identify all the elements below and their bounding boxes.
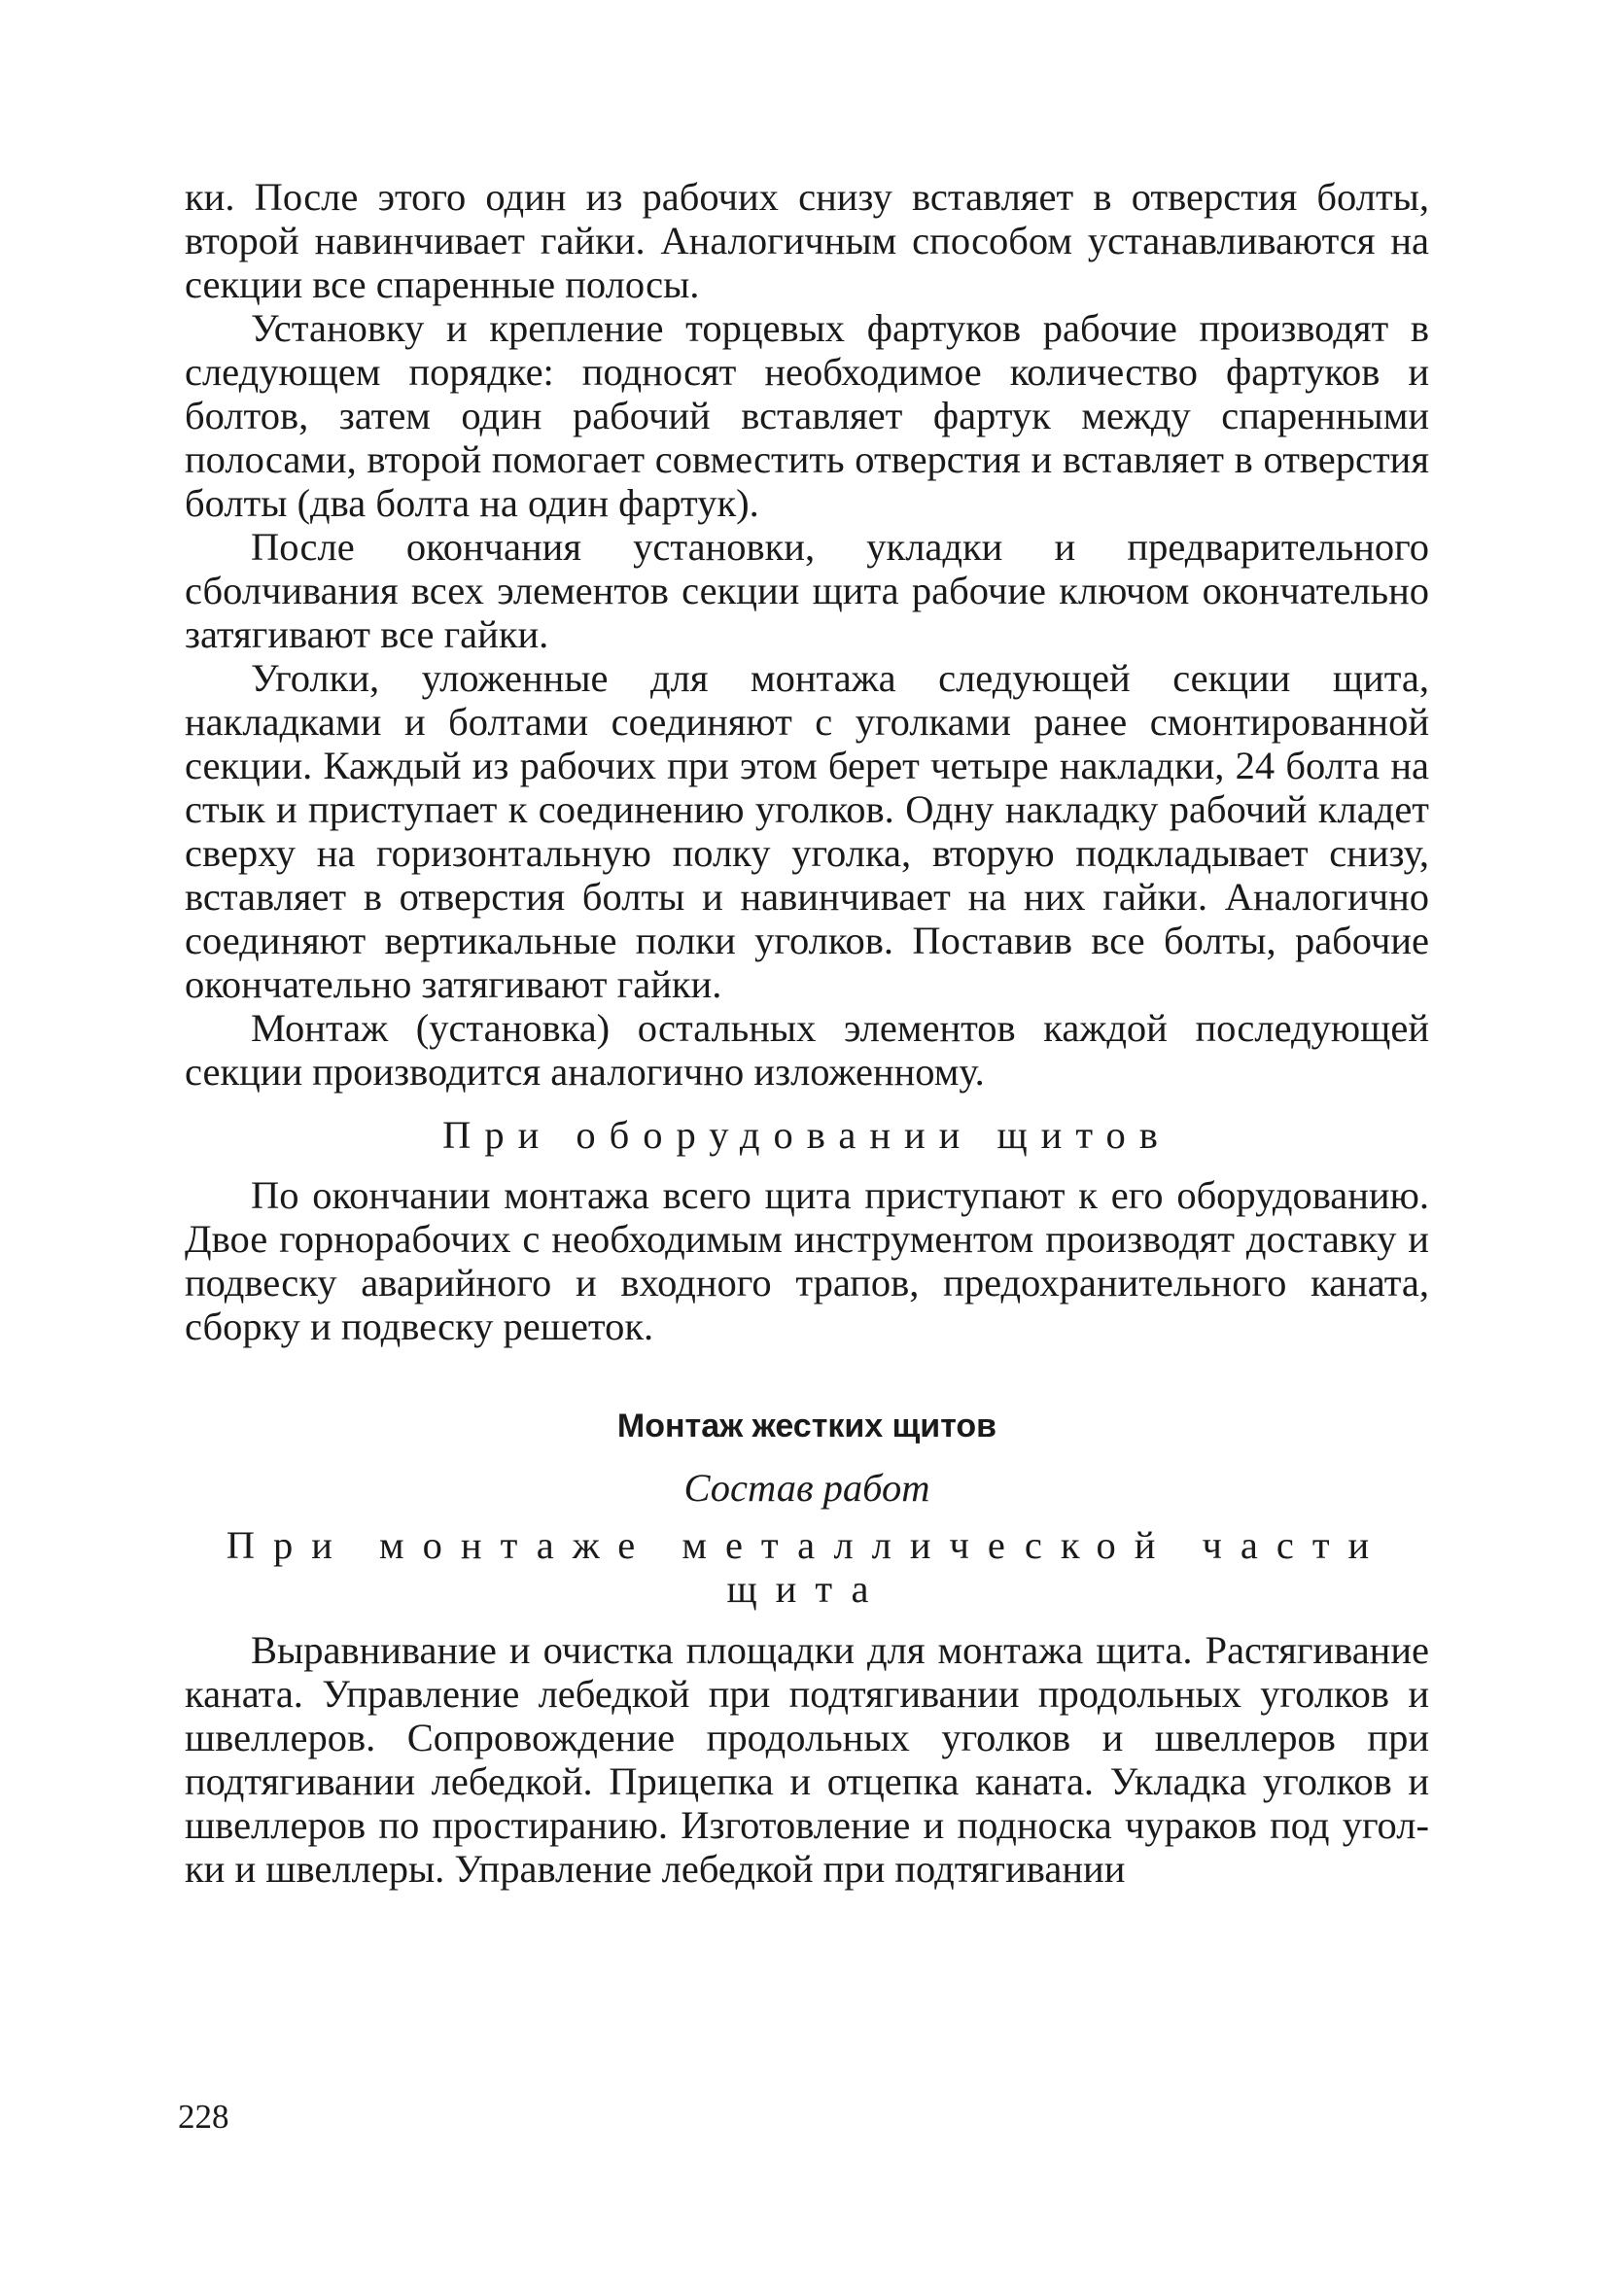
paragraph: После окончания установки, укладки и предварительного сболчивания всех элементов секции щита рабочие ключом окончательно затягивают все гайки.	[185, 525, 1429, 656]
paragraph: По окончании монтажа всего щита приступают к его оборудованию. Двое горнорабочих с необходимым инструментом производят доставку и подвеску аварийного и входного трапов, предохранительного каната, сборку и подвеску решеток.	[185, 1173, 1429, 1348]
subheading-metal: При монтаже металлической части щита	[226, 1523, 1388, 1611]
page-number: 228	[178, 2098, 229, 2136]
page-body	[185, 175, 1429, 1891]
composition-title: Состав работ	[683, 1466, 930, 1510]
subheading-equipment: При оборудовании щитов	[442, 1113, 1171, 1157]
paragraph: Монтаж (установка) остальных элементов каждой последующей секции производится аналогично изложенному.	[185, 1006, 1429, 1094]
paragraph: Уголки, уложенные для монтажа следующей секции щита, накладками и болтами соединяют с уголками ранее смонтированной секции. Каждый из рабочих при этом берет четыре накладки, 24 болта на стык и приступает к соединению уголков. Одну накладку рабочий кладет сверху на горизонтальную полку уголка, вторую подкладывает снизу, вставляет в отверстия болты и навинчивает на них гайки. Аналогично соединяют вертикальные полки уголков. Поставив все болты, рабочие окончательно затягивают гайки.	[185, 656, 1429, 1006]
paragraph: Выравнивание и очистка площадки для монтажа щита. Растягивание каната. Управление лебедкой при подтягивании продольных уголков и швеллеров. Сопровождение продольных уголков и швеллеров при подтягивании лебедкой. Прицепка и отцепка каната. Укладка уголков и швеллеров по простиранию. Изготовление и подноска чураков под уголки и швеллеры. Управление лебедкой при подтягивании	[185, 1628, 1429, 1891]
paragraph: Установку и крепление торцевых фартуков рабочие производят в следующем порядке: подносят необходимое количество фартуков и болтов, затем один рабочий вставляет фартук между спаренными полосами, второй помогает совместить отверстия и вставляет в отверстия болты (два болта на один фартук).	[185, 306, 1429, 525]
section-title: Монтаж жестких щитов	[616, 1408, 997, 1444]
paragraph: ки. После этого один из рабочих снизу вставляет в отверстия болты, второй навинчивает гайки. Аналогичным способом устанавливаются на секции все спаренные полосы.	[185, 175, 1429, 306]
